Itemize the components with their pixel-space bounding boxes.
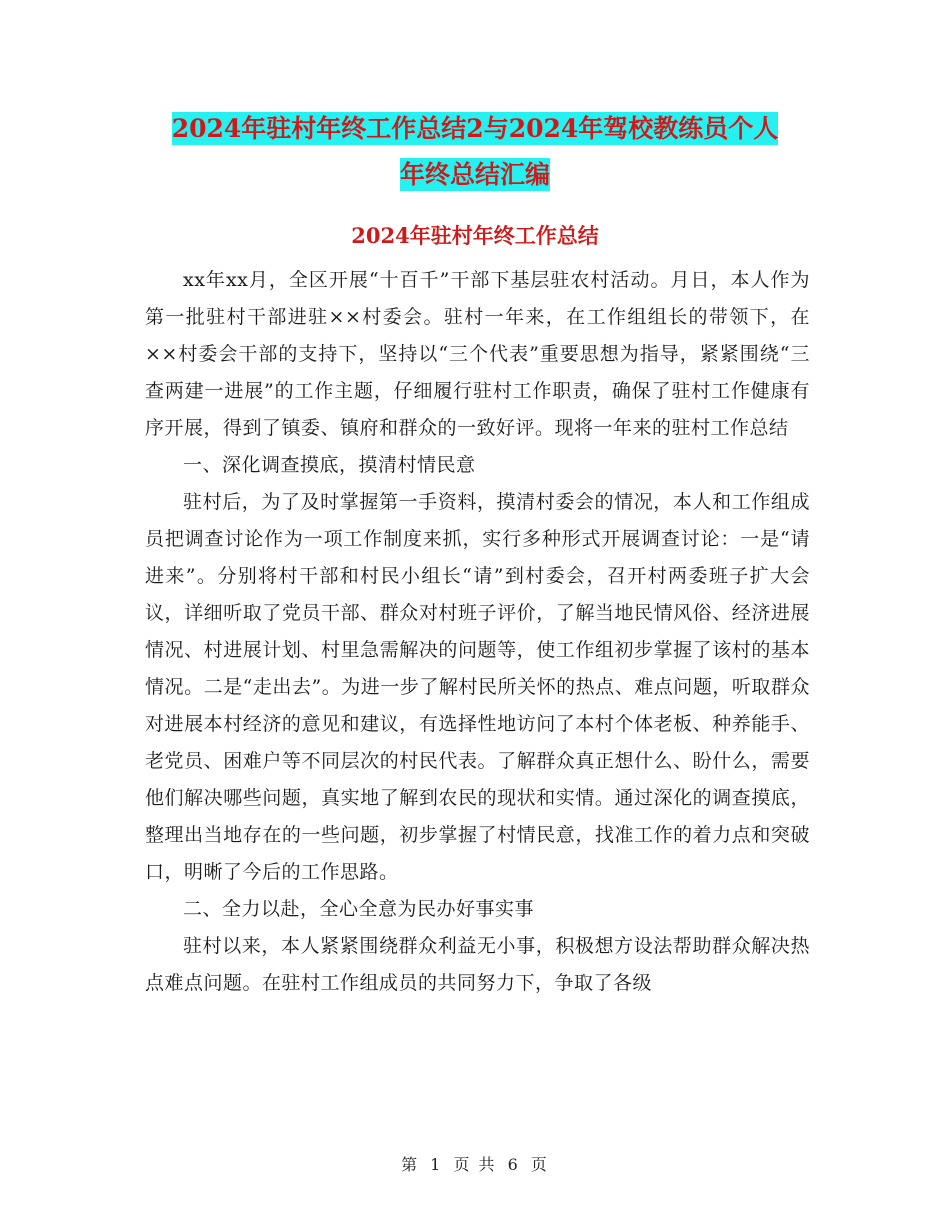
document-title-line-2: 年终总结汇编	[399, 160, 550, 189]
document-title-line-1: 2024年驻村年终工作总结2与2024年驾校教练员个人	[171, 114, 779, 143]
section-title: 2024年驻村年终工作总结	[351, 223, 599, 248]
paragraph-investigation: 驻村后，为了及时掌握第一手资料，摸清村委会的情况，本人和工作组成员把调查讨论作为一项工作制度来抓，实行多种形式开展调查讨论：一是“请进来”。分别将村干部和村民小组长“请”到村委会，召开村两委班子扩大会议，详细听取了党员干部、群众对村班子评价，了解当地民情风俗、经济进展情况、村进展计划、村里急需解决的问题等，使工作组初步掌握了该村的基本情况。二是“走出去”。为进一步了解村民所关怀的热点、难点问题，听取群众对进展本村经济的意见和建议，有选择性地访问了本村个体老板、种养能手、老党员、困难户等不同层次的村民代表。了解群众真正想什么、盼什么，需要他们解决哪些问题，真实地了解到农民的现状和实情。通过深化的调查摸底，整理出当地存在的一些问题，初步掌握了村情民意，找准工作的着力点和突破口，明晰了今后的工作思路。	[145, 491, 810, 883]
document-body	[145, 262, 810, 1002]
footer-middle: 页 共	[453, 1155, 497, 1174]
paragraph-intro: xx年xx月，全区开展“十百千”干部下基层驻农村活动。月日，本人作为第一批驻村干部进驻××村委会。驻村一年来，在工作组组长的带领下，在××村委会干部的支持下，坚持以“三个代表”重要思想为指导，紧紧围绕“三查两建一进展”的工作主题，仔细履行驻村工作职责，确保了驻村工作健康有序开展，得到了镇委、镇府和群众的一致好评。现将一年来的驻村工作总结	[145, 269, 810, 439]
document-title	[140, 106, 810, 198]
heading-two: 二、全力以赴，全心全意为民办好事实事	[183, 898, 535, 920]
heading-one: 一、深化调查摸底，摸清村情民意	[183, 454, 476, 476]
paragraph-service: 驻村以来，本人紧紧围绕群众利益无小事，积极想方设法帮助群众解决热点难点问题。在驻村工作组成员的共同努力下，争取了各级	[145, 935, 810, 994]
page-footer	[0, 1152, 950, 1175]
footer-prefix: 第	[401, 1155, 420, 1174]
footer-page-number: 1	[430, 1155, 443, 1174]
footer-suffix: 页	[530, 1155, 549, 1174]
footer-total-pages: 6	[507, 1155, 520, 1174]
